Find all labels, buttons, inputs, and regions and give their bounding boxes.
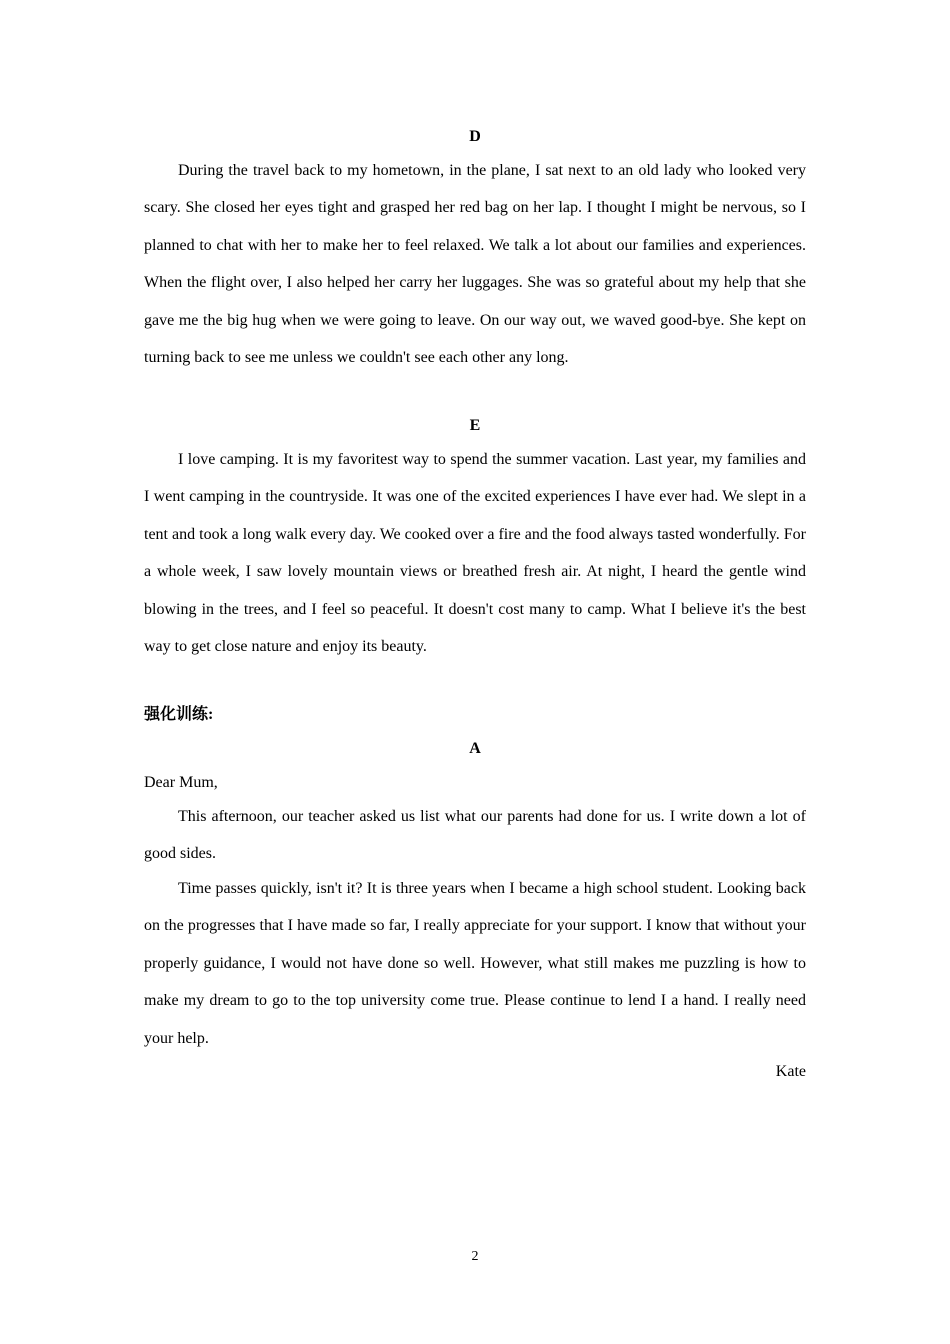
section-label: 强化训练: (144, 706, 214, 723)
passage-e-heading: E (469, 417, 481, 434)
letter-a-heading: A (469, 740, 481, 757)
page-number: 2 (471, 1249, 479, 1264)
letter-paragraph-1: This afternoon, our teacher asked us list what our parents had done for us. I write down a lot of good sides. (144, 808, 806, 863)
passage-e-text: I love camping. It is my favoritest way to spend the summer vacation. Last year, my families and I went camping in the countryside. It was one of the excited experiences I have ever had. We slept in a tent and took a long walk every day. We cooked over a fire and the food always tasted wonderfully. For a whole week, I saw lovely mountain views or breathed fresh air. At night, I heard the gentle wind blowing in the trees, and I feel so peaceful. It doesn't cost many to camp. What I believe it's the best way to get close nature and enjoy its beauty. (144, 451, 806, 656)
letter-salutation: Dear Mum, (144, 774, 218, 791)
passage-d-heading: D (469, 128, 481, 145)
letter-paragraph-2: Time passes quickly, isn't it? It is three years when I became a high school student. Looking back on the progresses that I have made so far, I really appreciate for your support. I know that without your properly guidance, I would not have done so well. However, what still makes me puzzling is how to make my dream to go to the top university come true. Please continue to lend I a hand. I really need your help. (144, 880, 806, 1047)
letter-signature: Kate (775, 1063, 806, 1080)
passage-d-text: During the travel back to my hometown, in the plane, I sat next to an old lady who looked very scary. She closed her eyes tight and grasped her red bag on her lap. I thought I might be nervous, so I planned to chat with her to make her to feel relaxed. We talk a lot about our families and experiences. When the flight over, I also helped her carry her luggages. She was so grateful about my help that she gave me the big hug when we were going to leave. On our way out, we waved good-bye. She kept on turning back to see me unless we couldn't see each other any long. (144, 162, 806, 367)
